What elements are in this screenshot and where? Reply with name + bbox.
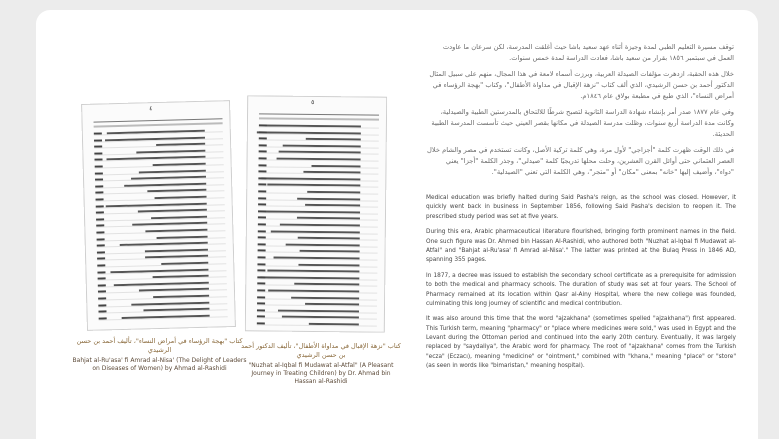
scan-toc-line [95,170,224,174]
scan-toc-line [258,231,378,233]
scan-toc-line [96,229,225,233]
scan-toc-line [259,132,379,134]
scan-toc-line [259,125,379,127]
scan-toc-line [95,176,224,180]
document-page [36,10,758,439]
book-scan-bahjat [81,100,236,331]
scan-toc-line [257,304,377,306]
scan-toc-line [94,143,223,147]
scan-toc-line [258,211,378,213]
scan-toc-line [257,317,377,319]
scan-toc-line [95,183,224,187]
scan-page-number: ٥ [311,98,315,106]
scan-toc-line [258,178,378,180]
book-scan-nuzhat [245,95,387,332]
english-paragraph: It was also around this time that the word "ajzakhana" (sometimes spelled "ajzakhana") first appeared. This Turkish term, meaning "pharmacy" or "place where medicines were sold," was used in Egypt and the Levant during the Ottoman period and continued into the early 20th century. Eventually, it was largely replaced by "saydaliya", the Arabic word for pharmacy. The root of "ajzakhana" comes from the Turkish "ecza" (Eczacı), meaning "medicine" or "ointment," combined with "khana," meaning "place" or "store" (as seen in words like "bimaristan," meaning hospital). [426,316,736,370]
scan-toc-line [258,244,378,246]
scan-toc-line [96,216,225,220]
scan-header [93,112,222,122]
scan-toc-line [257,277,377,279]
scan-toc-line [99,308,228,312]
english-paragraph: During this era, Arabic pharmaceutical literature flourished, bringing forth prominent names in the field. One such figure was Dr. Ahmed bin Hassan Al-Rashidi, who authored both "Nuzhat al-Iqbal fi Mudawat al-Atfal" and "Bahjat al-Ru'asa' fi Amrad al-Nisa'." The latter was printed at the Bulaq Press in 1846 AD, spanning 355 pages. [426,229,736,264]
scan-toc-line [259,152,379,154]
scan-toc-line [257,284,377,286]
scan-toc-line [258,218,378,220]
scan-toc-line [258,185,378,187]
scan-toc-line [99,315,228,319]
english-paragraph: Medical education was briefly halted during Said Pasha's reign, as the school was closed. However, it quickly went back in business in September 1856, following Said Pasha's decision to reopen it. The prescribed study period was set at five years. [426,195,736,220]
scan-toc-line [259,139,379,141]
scan-page-number: ٤ [149,105,153,113]
scan-toc-line [258,224,378,226]
scan-toc-line [95,163,224,167]
arabic-paragraph: خلال هذه الحقبة، ازدهرت مؤلفات الصيدلة العربية، وبرزت أسماء لامعة في هذا المجال، منهم على سبيل المثال الدكتور أحمد بن حسن الرشيدي، الذي ألف كتاب "نزهة الإقبال في مداواة الأطفال"، وكتاب "بهجة الرؤساء في أمراض النساء"، الذي طبع في مطبعة بولاق عام ١٨٤٦م. [429,70,734,101]
scan-toc-line [94,137,223,141]
scan-toc-line [98,302,227,306]
scan-toc-line [96,223,225,227]
scan-toc-line [258,198,378,200]
scan-toc-line [96,196,225,200]
scan-toc-line [98,282,227,286]
scan-toc-line [257,297,377,299]
scan-toc-line [257,310,377,312]
scan-toc-line [97,249,226,253]
scan-toc-line [97,269,226,273]
scan-toc-line [97,236,226,240]
scan-toc-line [257,290,377,292]
scan-toc-line [95,190,224,194]
scan-toc-line [98,275,227,279]
arabic-paragraph: توقف مسيرة التعليم الطبي لمدة وجيزة أثناء عهد سعيد باشا حيث أغلقت المدرسة، لكن سرعان ما عاودت العمل في سبتمبر ١٨٥٦ بقرار من سعيد باشا، فعادت الدراسة لمدة خمس سنوات. [442,43,734,63]
scan-toc-line [257,264,377,266]
caption-english: Bahjat al-Ru'asa' fi Amrad al-Nisa' (The Delight of Leaders on Diseases of Women) by Ahmad al-Rashidi [72,356,247,372]
arabic-text-block [426,42,734,184]
scan-header-rule [259,117,379,120]
scan-toc-line [258,257,378,259]
scan-toc-line [98,289,227,293]
scan-toc-line [259,145,379,147]
scan-toc-line [94,130,223,134]
arabic-paragraph: في ذلك الوقت ظهرت كلمة "أجزاجي" لأول مرة، وهي كلمة تركية الأصل، وكانت تستخدم في مصر والشام خلال العصر العثماني حتى أوائل القرن العشرين، وحلت محلها تدريجيًا كلمة "صيدلي"، وجذر الكلمة "أجزا" يعني "دواء"، وأضيف إليها "خانه" بمعنى "مكان" أو "متجر"، وهي الكلمة التي تعني "الصيدلية". [426,146,734,177]
caption-arabic: كتاب "بهجة الرؤساء في أمراض النساء"، تأليف أحمد بن حسن الرشيدي [76,337,243,354]
scan-toc-line [97,242,226,246]
english-paragraph: In 1877, a decree was issued to establish the secondary school certificate as a prerequisite for admission to both the medical and pharmacy schools. The duration of study was set at four years. The School of Pharmacy remained at its location within Qasr al-Ainy Hospital, where the new college was founded, culminating this long journey of scientific and medical contribution. [426,272,736,307]
scan-toc-line [257,323,377,325]
scan-toc-line [94,150,223,154]
caption-english: "Nuzhat al-Iqbal fi Mudawat al-Atfal" (A Pleasant Journey in Treating Children) by Dr. Ahmad bin Hassan al-Rashidi [248,361,394,385]
scan-toc-line [258,238,378,240]
english-text-block [426,194,736,378]
scan-toc-line [259,158,379,160]
scan-toc-line [96,209,225,213]
arabic-paragraph: وفي عام ١٨٧٧ صدر أمر بإنشاء شهادة الدراسة الثانوية لتصبح شرطًا للالتحاق بالمدرستين الطبية والصيدلية، وكانت مدة الدراسة أربع سنوات، وظلت مدرسة الصيدلة في مكانها بقصر العيني حيث تأسست المدرسة الطبية الحديثة. [431,108,734,139]
scan-toc-line [258,191,378,193]
scan-header [259,107,379,115]
caption-arabic: كتاب "نزهة الإقبال في مداواة الأطفال"، تأليف الدكتور أحمد بن حسن الرشيدي [241,342,401,359]
scan-toc-line [95,157,224,161]
scan-header-rule [94,122,223,127]
scan-toc-line [257,271,377,273]
scan-toc-line [258,251,378,253]
scan-toc-line [258,205,378,207]
scan-toc-line [97,256,226,260]
scan-toc-line [258,172,378,174]
scan-toc-line [98,295,227,299]
caption-bahjat [72,337,247,373]
caption-nuzhat [241,342,401,386]
scan-toc-line [258,165,378,167]
scan-toc-line [96,203,225,207]
scan-toc-line [97,262,226,266]
